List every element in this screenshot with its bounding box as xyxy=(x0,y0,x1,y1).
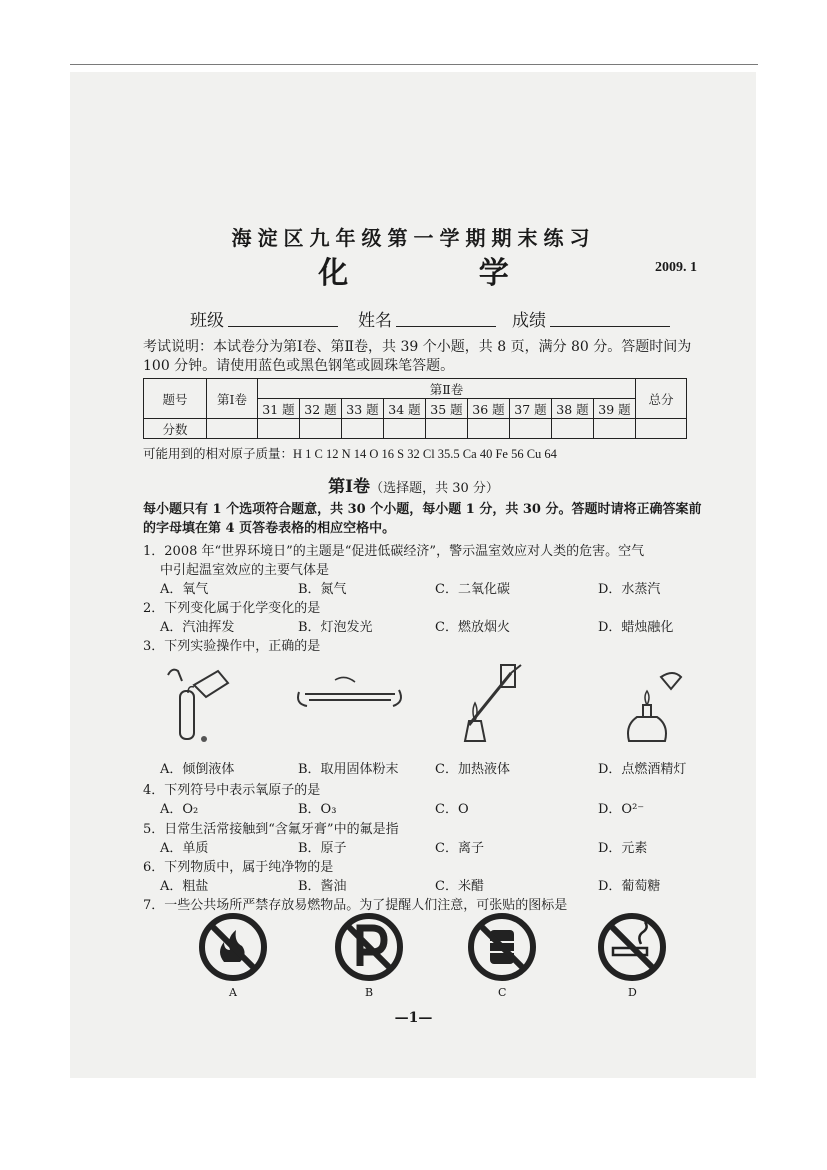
question-col: 37 题 xyxy=(510,399,552,419)
exam-title: 海淀区九年级第一学期期末练习 xyxy=(231,226,596,250)
option: D．葡萄糖 xyxy=(598,879,661,894)
option: B．氮气 xyxy=(298,582,347,597)
option: B．O₃ xyxy=(298,802,337,817)
score-cell[interactable] xyxy=(510,419,552,439)
section-name: 第Ⅰ卷 xyxy=(328,477,371,497)
exam-date: 2009. 1 xyxy=(655,260,697,275)
subject-title: 化 学 xyxy=(318,256,569,291)
option: D．点燃酒精灯 xyxy=(598,762,687,777)
question-col: 39 题 xyxy=(594,399,636,419)
option: A．单质 xyxy=(160,841,209,856)
option: B．灯泡发光 xyxy=(298,620,373,635)
score-cell[interactable] xyxy=(594,419,636,439)
option: A．汽油挥发 xyxy=(160,620,235,635)
section-note: （选择题，共 30 分） xyxy=(370,481,499,496)
option: B．原子 xyxy=(298,841,347,856)
score-cell[interactable] xyxy=(207,419,258,439)
score-cell[interactable] xyxy=(636,419,687,439)
no-smoking-sign-icon xyxy=(597,912,667,982)
score-table xyxy=(143,378,687,439)
top-rule xyxy=(70,64,758,65)
question-col: 36 题 xyxy=(468,399,510,419)
question-stem: 2．下列变化属于化学变化的是 xyxy=(143,601,321,616)
option: D．元素 xyxy=(598,841,648,856)
name-line xyxy=(396,326,496,327)
option: A．O₂ xyxy=(160,802,199,817)
question-col: 32 题 xyxy=(300,399,342,419)
lighting-lamp-icon xyxy=(615,655,695,747)
option: B．取用固体粉末 xyxy=(298,762,399,777)
solid-powder-icon xyxy=(295,670,405,720)
question-col: 35 题 xyxy=(426,399,468,419)
option: D．水蒸汽 xyxy=(598,582,661,597)
score-line xyxy=(550,326,670,327)
sign-label: A xyxy=(229,986,237,999)
option: D．蜡烛融化 xyxy=(598,620,674,635)
question-col: 34 题 xyxy=(384,399,426,419)
name-label: 姓名 xyxy=(358,311,392,331)
score-row-label: 分数 xyxy=(144,419,207,439)
sign-label: C xyxy=(498,986,507,999)
score-cell[interactable] xyxy=(426,419,468,439)
class-line xyxy=(228,326,338,327)
question-stem-cont: 中引起温室效应的主要气体是 xyxy=(160,563,330,578)
atomic-masses: 可能用到的相对原子质量：H 1 C 12 N 14 O 16 S 32 Cl 35.5 Ca 40 Fe 56 Cu 64 xyxy=(143,447,557,461)
score-cell[interactable] xyxy=(300,419,342,439)
section-heading xyxy=(0,472,827,497)
option: C．O xyxy=(435,802,469,817)
no-fire-sign-icon xyxy=(198,912,268,982)
score-cell[interactable] xyxy=(342,419,384,439)
option: C．二氧化碳 xyxy=(435,582,510,597)
option: A．粗盐 xyxy=(160,879,209,894)
exam-notes: 考试说明：本试卷分为第Ⅰ卷、第Ⅱ卷，共 39 个小题，共 8 页，满分 80 分。答题时间为 100 分钟。请使用蓝色或黑色钢笔或圆珠笔答题。 xyxy=(143,339,692,374)
part2-header: 第Ⅱ卷 xyxy=(258,379,636,399)
option: C．米醋 xyxy=(435,879,484,894)
heating-liquid-icon xyxy=(455,655,535,747)
no-parking-sign-icon xyxy=(334,912,404,982)
question-stem: 6．下列物质中，属于纯净物的是 xyxy=(143,860,334,875)
sign-label: D xyxy=(628,986,637,999)
option: A．氧气 xyxy=(160,582,209,597)
question-col: 31 题 xyxy=(258,399,300,419)
score-cell[interactable] xyxy=(552,419,594,439)
class-label: 班级 xyxy=(190,311,224,331)
total-header: 总分 xyxy=(636,379,687,419)
question-col: 33 题 xyxy=(342,399,384,419)
option: D．O²⁻ xyxy=(598,802,645,817)
question-stem: 7．一些公共场所严禁存放易燃物品。为了提醒人们注意，可张贴的图标是 xyxy=(143,898,568,913)
score-cell[interactable] xyxy=(468,419,510,439)
option: A．倾倒液体 xyxy=(160,762,235,777)
sign-label: B xyxy=(365,986,374,999)
question-stem: 5．日常生活常接触到“含氟牙膏”中的氟是指 xyxy=(143,822,399,837)
instructions: 每小题只有 1 个选项符合题意，共 30 个小题，每小题 1 分，共 30 分。答题时请将正确答案前的字母填在第 4 页答卷表格的相应空格中。 xyxy=(143,502,702,536)
page-number: —1— xyxy=(394,1010,433,1026)
score-cell[interactable] xyxy=(384,419,426,439)
question-stem: 1．2008 年“世界环境日”的主题是“促进低碳经济”，警示温室效应对人类的危害。空气 xyxy=(143,544,645,559)
score-label: 成绩 xyxy=(512,311,546,331)
question-stem: 4．下列符号中表示氧原子的是 xyxy=(143,783,321,798)
option: C．加热液体 xyxy=(435,762,510,777)
pouring-liquid-icon xyxy=(158,655,238,747)
row-header: 题号 xyxy=(144,379,207,419)
question-col: 38 题 xyxy=(552,399,594,419)
no-barrel-sign-icon xyxy=(467,912,537,982)
option: C．燃放烟火 xyxy=(435,620,510,635)
option: C．离子 xyxy=(435,841,484,856)
score-cell[interactable] xyxy=(258,419,300,439)
option: B．酱油 xyxy=(298,879,347,894)
part1-header: 第Ⅰ卷 xyxy=(207,379,258,419)
question-stem: 3．下列实验操作中，正确的是 xyxy=(143,639,321,654)
